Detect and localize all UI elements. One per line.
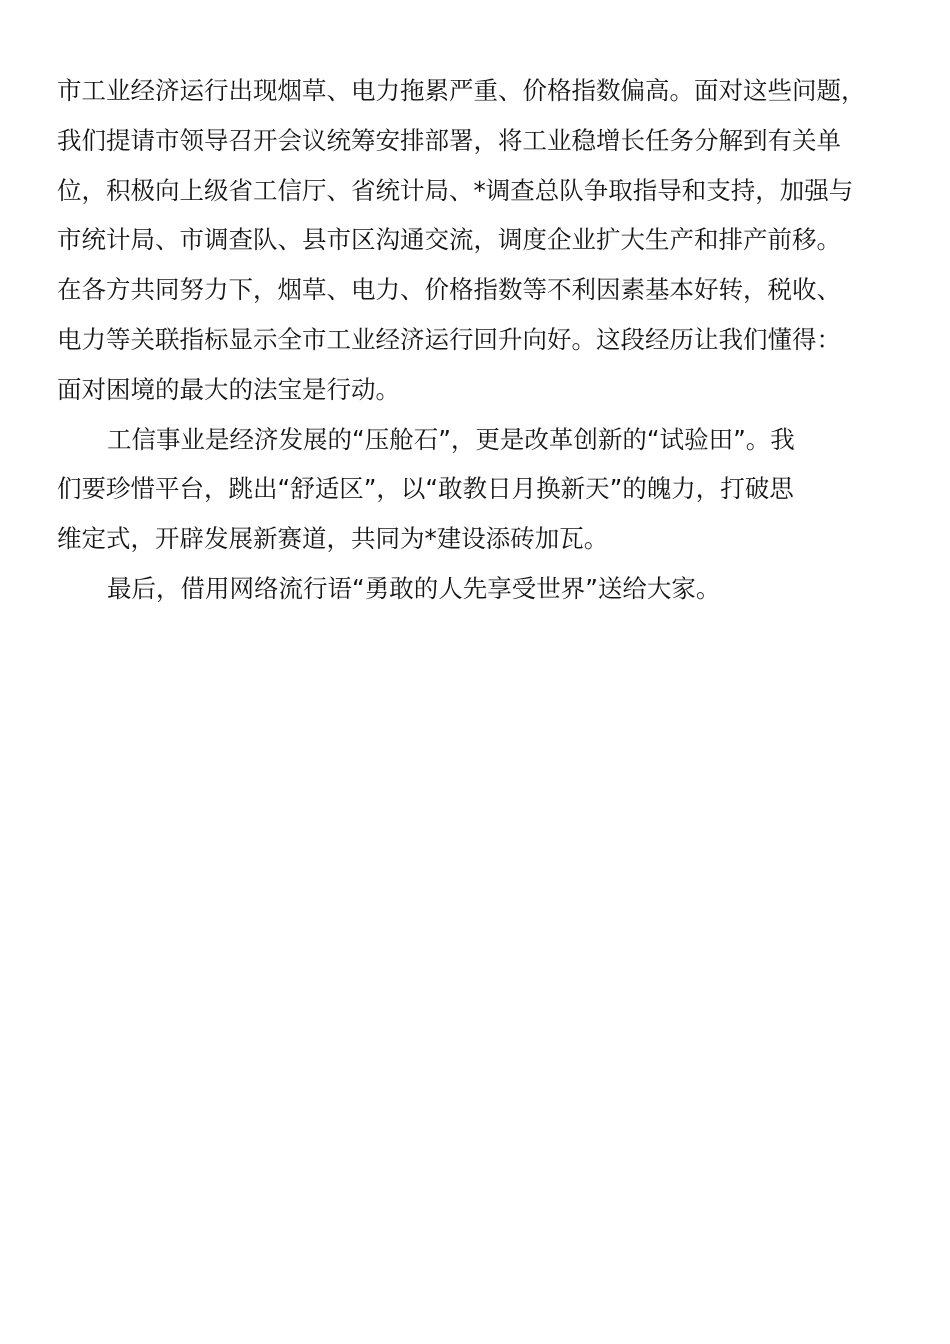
text-line: 市统计局、市调查队、县市区沟通交流，调度企业扩大生产和排产前移。 [57, 225, 841, 255]
paragraph-2 [57, 415, 897, 564]
text-line: 最后，借用网络流行语“勇敢的人先享受世界”送给大家。 [107, 573, 721, 603]
text-line: 面对困境的最大的法宝是行动。 [57, 374, 400, 404]
paragraph-1 [57, 66, 897, 415]
text-line: 我们提请市领导召开会议统筹安排部署，将工业稳增长任务分解到有关单 [57, 125, 841, 155]
text-line: 维定式，开辟发展新赛道，共同为*建设添砖加瓦。 [57, 524, 609, 554]
text-line: 工信事业是经济发展的“压舱石”，更是改革创新的“试验田”。我 [107, 424, 795, 454]
text-line: 市工业经济运行出现烟草、电力拖累严重、价格指数偏高。面对这些问题， [57, 76, 866, 105]
paragraph-3 [57, 564, 897, 614]
text-line: 电力等关联指标显示全市工业经济运行回升向好。这段经历让我们懂得： [57, 324, 841, 354]
text-line: 在各方共同努力下，烟草、电力、价格指数等不利因素基本好转，税收、 [57, 275, 841, 305]
text-line: 位，积极向上级省工信厅、省统计局、*调查总队争取指导和支持，加强与 [57, 175, 854, 205]
text-line: 们要珍惜平台，跳出“舒适区”，以“敢教日月换新天”的魄力，打破思 [57, 474, 794, 504]
document-body [57, 66, 897, 614]
